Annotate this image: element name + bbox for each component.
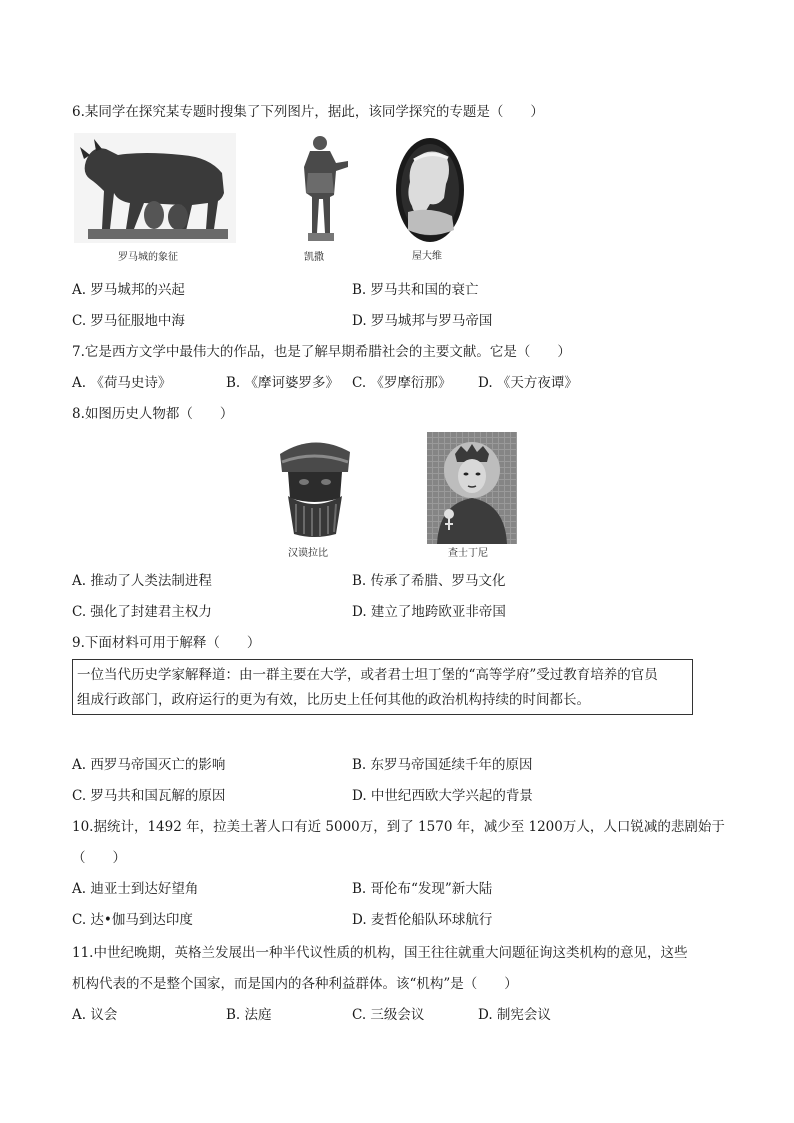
q8-option-c[interactable]: C. 强化了封建君主权力 [72, 604, 212, 620]
caesar-caption: 凯撒 [304, 252, 324, 263]
q7-option-b[interactable]: B. 《摩诃婆罗多》 [226, 375, 340, 391]
q6-stem: 6.某同学在探究某专题时搜集了下列图片，据此，该同学探究的专题是（ ） [72, 104, 544, 120]
she-wolf-statue-image [74, 133, 236, 243]
q6-option-b[interactable]: B. 罗马共和国的衰亡 [352, 282, 479, 298]
q11-option-a[interactable]: A. 议会 [72, 1007, 118, 1023]
she-wolf-caption: 罗马城的象征 [118, 252, 178, 263]
q6-option-a[interactable]: A. 罗马城邦的兴起 [72, 282, 185, 298]
octavian-caption: 屋大维 [412, 251, 442, 262]
q10-option-a[interactable]: A. 迪亚士到达好望角 [72, 881, 199, 897]
q9-material-line-2: 组成行政部门，政府运行的更为有效，比历史上任何其他的政治机构持续的时间都长。 [77, 692, 590, 708]
q10-option-c[interactable]: C. 达•伽马到达印度 [72, 912, 193, 928]
q8-option-b[interactable]: B. 传承了希腊、罗马文化 [352, 573, 506, 589]
q9-material-line-1: 一位当代历史学家解释道：由一群主要在大学，或者君士坦丁堡的“高等学府”受过教育培养的官员 [77, 667, 658, 683]
q7-option-a[interactable]: A. 《荷马史诗》 [72, 375, 172, 391]
octavian-cameo-image [394, 136, 466, 246]
q8-option-a[interactable]: A. 推动了人类法制进程 [72, 573, 212, 589]
q8-option-d[interactable]: D. 建立了地跨欧亚非帝国 [352, 604, 506, 620]
q9-option-d[interactable]: D. 中世纪西欧大学兴起的背景 [352, 788, 533, 804]
hammurabi-head-image [274, 432, 356, 540]
q10-option-b[interactable]: B. 哥伦布“发现”新大陆 [352, 881, 493, 897]
caesar-statue-image [292, 133, 352, 245]
q9-stem: 9.下面材料可用于解释（ ） [72, 635, 261, 651]
q10-option-d[interactable]: D. 麦哲伦船队环球航行 [352, 912, 493, 928]
q11-stem-line-2: 机构代表的不是整个国家，而是国内的各种利益群体。该“机构”是（ ） [72, 976, 518, 992]
q6-option-c[interactable]: C. 罗马征服地中海 [72, 313, 185, 329]
q10-stem-line-2: （ ） [72, 850, 126, 866]
q9-option-a[interactable]: A. 西罗马帝国灭亡的影响 [72, 757, 226, 773]
q9-option-b[interactable]: B. 东罗马帝国延续千年的原因 [352, 757, 533, 773]
justinian-mosaic-image [427, 432, 517, 544]
q7-option-d[interactable]: D. 《天方夜谭》 [478, 375, 578, 391]
q7-option-c[interactable]: C. 《罗摩衍那》 [352, 375, 452, 391]
q8-stem: 8.如图历史人物都（ ） [72, 406, 234, 422]
q11-option-c[interactable]: C. 三级会议 [352, 1007, 425, 1023]
justinian-caption: 查士丁尼 [448, 548, 488, 559]
q11-option-d[interactable]: D. 制宪会议 [478, 1007, 551, 1023]
q11-option-b[interactable]: B. 法庭 [226, 1007, 272, 1023]
q9-option-c[interactable]: C. 罗马共和国瓦解的原因 [72, 788, 226, 804]
q10-stem-line-1: 10.据统计，1492 年，拉美土著人口有近 5000万，到了 1570 年，减少至 1200万人，人口锐减的悲剧始于 [72, 819, 725, 835]
q9-material-box [72, 659, 693, 715]
q7-stem: 7.它是西方文学中最伟大的作品，也是了解早期希腊社会的主要文献。它是（ ） [72, 344, 571, 360]
q6-option-d[interactable]: D. 罗马城邦与罗马帝国 [352, 313, 493, 329]
q11-stem-line-1: 11.中世纪晚期，英格兰发展出一种半代议性质的机构，国王往往就重大问题征询这类机构的意见，这些 [72, 945, 688, 961]
hammurabi-caption: 汉谟拉比 [288, 548, 328, 559]
